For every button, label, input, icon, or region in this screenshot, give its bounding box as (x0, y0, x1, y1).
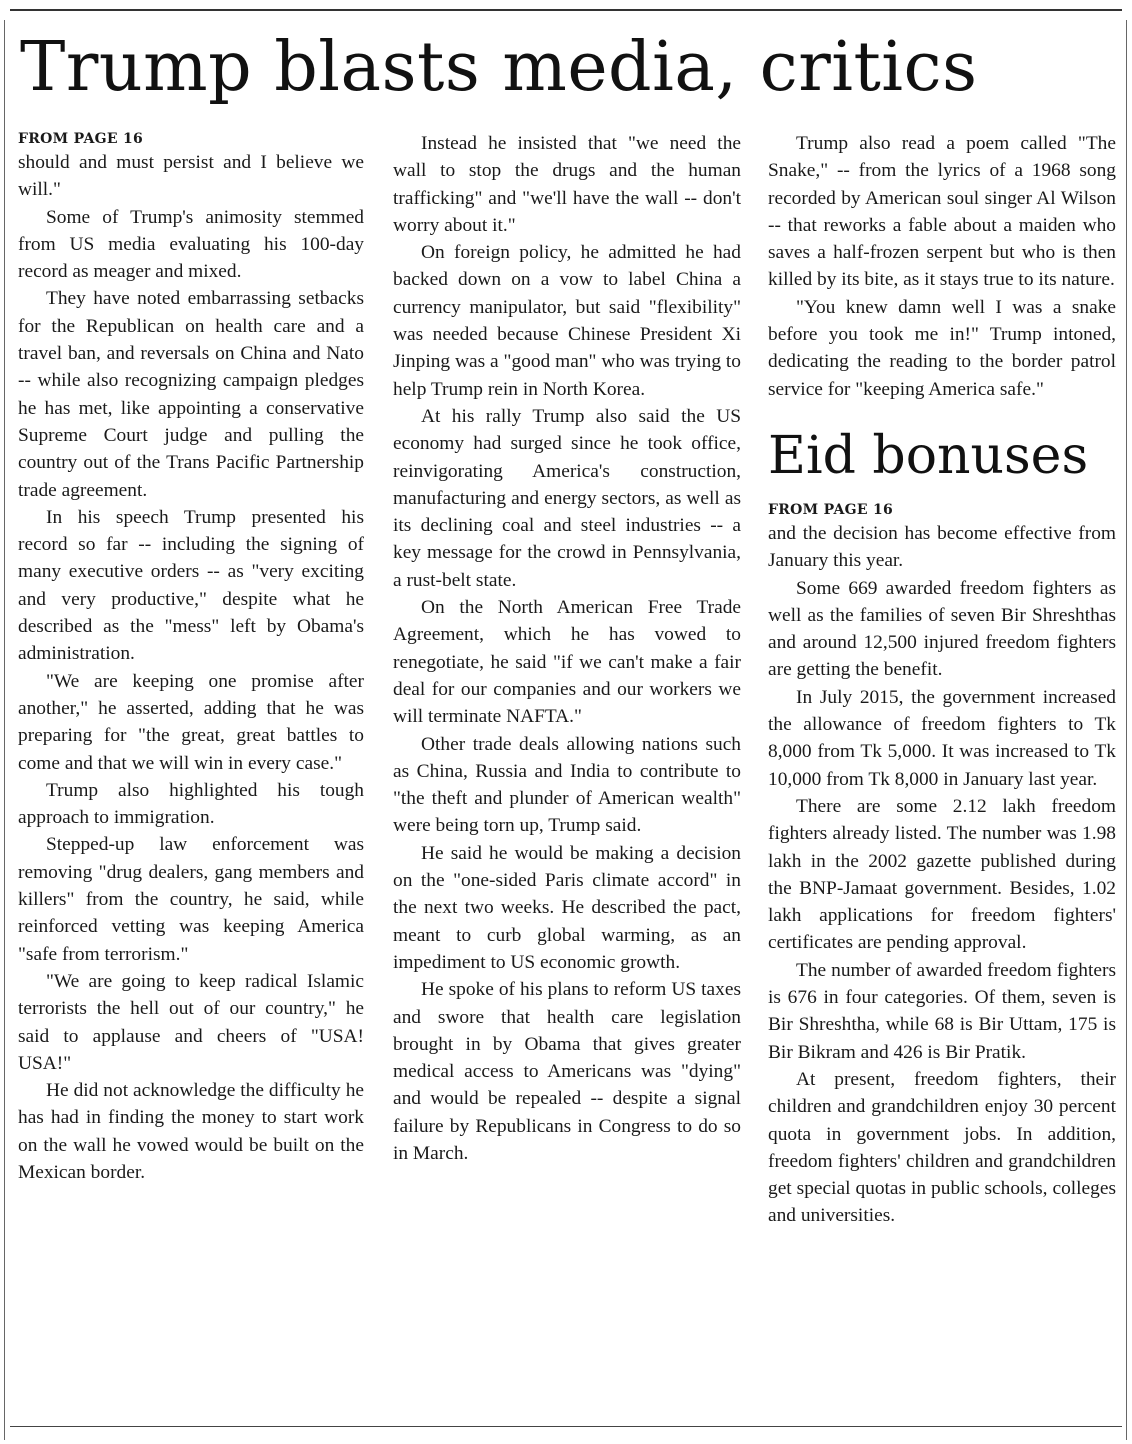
paragraph: He did not acknowledge the difficulty he has had in finding the money to start work on the wall he vowed would be built on the Mexican border. (18, 1080, 364, 1183)
bottom-rule (10, 1426, 1122, 1427)
paragraph: On the North American Free Trade Agreement, which he has vowed to renegotiate, he said "if we can't make a fair deal for our companies and our workers we will terminate NAFTA." (393, 597, 741, 728)
paragraph: He spoke of his plans to reform US taxes and swore that health care legislation brought in by Obama that gives greater medical access to Americans was "dying" and would be repealed -- despite a signal failure by Republicans in Congress to do so in March. (393, 979, 741, 1164)
from-page-label: FROM PAGE 16 (18, 131, 144, 147)
paragraph: "You knew damn well I was a snake before you took me in!" Trump intoned, dedicating the reading to the border patrol service for "keeping America safe." (768, 296, 1116, 400)
paragraph: and the decision has become effective from January this year. (768, 522, 1116, 572)
paragraph: At his rally Trump also said the US economy had surged since he took office, reinvigorating America's construction, manufacturing and energy sectors, as well as its declining coal and steel industries -- a key message for the crowd in Pennsylvania, a rust-belt state. (393, 405, 741, 591)
paragraph: "We are going to keep radical Islamic terrorists the hell out of our country," he said to applause and cheers of "USA! USA!" (18, 970, 364, 1074)
left-rule (4, 20, 5, 1440)
paragraph: Other trade deals allowing nations such as China, Russia and India to contribute to "the theft and plunder of American wealth" were being torn up, Trump said. (393, 733, 741, 837)
paragraph: Some 669 awarded freedom fighters as well as the families of seven Bir Shreshthas and around 12,500 injured freedom fighters are getting the benefit. (768, 577, 1116, 681)
paragraph: There are some 2.12 lakh freedom fighters already listed. The number was 1.98 lakh in the 2002 gazette published during the BNP-Jamaat government. Besides, 1.02 lakh applications for freedom fighters' certificates are pending approval. (768, 795, 1116, 954)
paragraph: On foreign policy, he admitted he had backed down on a vow to label China a currency manipulator, but said "flexibility" was needed because Chinese President Xi Jinping was a "good man" who was trying to help Trump rein in North Korea. (393, 242, 741, 400)
paragraph: They have noted embarrassing setbacks for the Republican on health care and a travel ban, and reversals on China and Nato -- while also recognizing campaign pledges he has met, like appointing a conservative Supreme Court judge and pulling the country out of the Trans Pacific Partnership trade agreement. (18, 288, 364, 501)
paragraph: He said he would be making a decision on the "one-sided Paris climate accord" in the next two weeks. He described the pact, meant to curb global warming, as an impediment to US economic growth. (393, 842, 741, 973)
column-3 (768, 130, 1116, 1230)
paragraph: Trump also read a poem called "The Snake," -- from the lyrics of a 1968 song recorded by American soul singer Al Wilson -- that reworks a fable about a maiden who saves a half-frozen serpent but who is then killed by its bite, as it stays true to its nature. (768, 133, 1116, 291)
paragraph: The number of awarded freedom fighters is 676 in four categories. Of them, seven is Bir Shreshtha, while 68 is Bir Uttam, 175 is Bir Bikram and 426 is Bir Pratik. (768, 959, 1116, 1063)
column-1 (18, 130, 364, 1186)
paragraph: In his speech Trump presented his record so far -- including the signing of many executive orders -- as "very exciting and very productive," despite what he described as the "mess" left by Obama's administration. (18, 506, 364, 665)
paragraph: Instead he insisted that "we need the wall to stop the drugs and the human trafficking" and "we'll have the wall -- don't worry about it." (393, 133, 741, 236)
paragraph: In July 2015, the government increased the allowance of freedom fighters to Tk 8,000 from Tk 5,000. It was increased to Tk 10,000 from Tk 8,000 in January last year. (768, 686, 1116, 790)
paragraph: Some of Trump's animosity stemmed from US media evaluating his 100-day record as meager and mixed. (18, 206, 364, 283)
from-page-label: FROM PAGE 16 (768, 501, 894, 518)
top-rule (10, 9, 1122, 11)
right-rule (1126, 20, 1127, 1440)
article-headline-eid: Eid bonuses (768, 425, 1089, 486)
paragraph: Trump also highlighted his tough approach to immigration. (18, 779, 364, 829)
article-headline-trump: Trump blasts media, critics (20, 28, 978, 107)
paragraph: At present, freedom fighters, their children and grandchildren enjoy 30 percent quota in government jobs. In addition, freedom fighters' children and grandchildren get special quotas in public schools, colleges and universities. (768, 1068, 1116, 1227)
paragraph: should and must persist and I believe we will." (18, 152, 364, 201)
column-2 (393, 130, 741, 1167)
paragraph: Stepped-up law enforcement was removing "drug dealers, gang members and killers" from the country, he said, while reinforced vetting was keeping America "safe from terrorism." (18, 834, 364, 965)
paragraph: "We are keeping one promise after another," he asserted, adding that he was preparing for "the great, great battles to come and that we will win in every case." (18, 670, 364, 774)
